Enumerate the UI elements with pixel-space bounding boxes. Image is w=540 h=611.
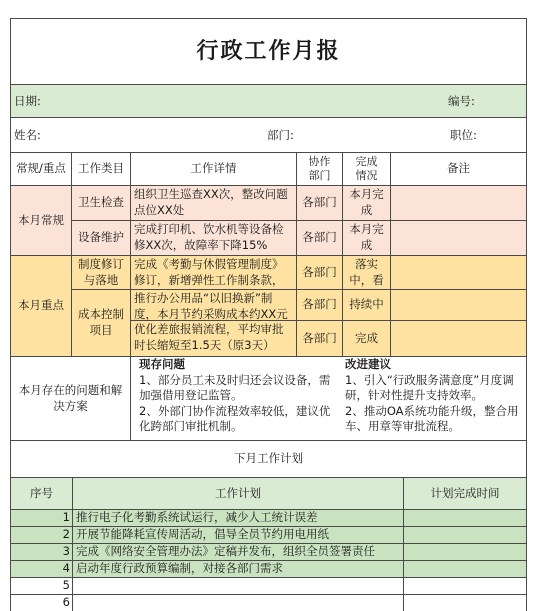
key-group-label: 本月重点: [10, 255, 71, 356]
col-status: 完成情况: [342, 152, 390, 185]
plan-row-no: 6: [10, 594, 72, 611]
col-category: 常规/重点: [10, 152, 71, 185]
routine-status: 本月完成: [342, 185, 390, 220]
routine-type: 卫生检查: [71, 185, 130, 220]
problems-title: 现存问题: [139, 357, 185, 371]
plan-row-no: 4: [10, 560, 72, 577]
key-remarks: [390, 320, 527, 356]
suggest-item: 1、引入“行政服务满意度”月度调研，针对性提升支持效率。: [345, 372, 514, 403]
routine-detail: 组织卫生巡查XX次，整改问题点位XX处: [130, 185, 296, 220]
col-remarks: 备注: [390, 152, 527, 185]
plan-row-no: 1: [10, 509, 72, 526]
name-label: 姓名:: [14, 128, 41, 142]
key-status: 完成: [342, 320, 390, 356]
report-sheet: [10, 0, 527, 610]
col-work-detail: 工作详情: [130, 152, 296, 185]
plan-row-time: [403, 509, 527, 526]
plan-col-no: 序号: [10, 477, 72, 509]
key-dept: 各部门: [296, 289, 342, 320]
key-detail: 完成《考勤与休假管理制度》修订，新增弹性工作制条款，: [130, 255, 296, 289]
plan-row-plan: 启动年度行政预算编制，对接各部门需求: [72, 560, 403, 577]
key-dept: 各部门: [296, 320, 342, 356]
key-type: 制度修订与落地: [71, 255, 130, 289]
plan-row-plan: 推行电子化考勤系统试运行，减少人工统计误差: [72, 509, 403, 526]
key-detail: 推行办公用品“以旧换新”制度，本月节约采购成本约XX元: [130, 289, 296, 320]
routine-status: 本月完成: [342, 220, 390, 255]
plan-row-time: [403, 543, 527, 560]
next-plan-title: 下月工作计划: [10, 440, 527, 477]
suggest-title: 改进建议: [345, 357, 391, 371]
plan-row-no: 3: [10, 543, 72, 560]
key-remarks: [390, 289, 527, 320]
routine-type: 设备维护: [71, 220, 130, 255]
date-row: [10, 84, 527, 117]
key-type: 成本控制项目: [71, 289, 130, 356]
routine-dept: 各部门: [296, 185, 342, 220]
plan-row-plan: 开展节能降耗宣传周活动，倡导全员节约用电用纸: [72, 526, 403, 543]
plan-col-time: 计划完成时间: [403, 477, 527, 509]
key-detail: 优化差旅报销流程，平均审批时长缩短至1.5天（原3天）: [130, 320, 296, 356]
routine-remarks: [390, 220, 527, 255]
suggest-item: 2、推动OA系统功能升级，整合用车、用章等审批流程。: [345, 403, 519, 434]
routine-dept: 各部门: [296, 220, 342, 255]
dept-label: 部门:: [267, 128, 294, 142]
position-label: 职位:: [450, 128, 477, 142]
key-status: 持续中: [342, 289, 390, 320]
routine-remarks: [390, 185, 527, 220]
plan-row-time: [403, 577, 527, 594]
key-remarks: [390, 255, 527, 289]
plan-row-no: 5: [10, 577, 72, 594]
plan-col-plan: 工作计划: [72, 477, 403, 509]
name-row: [10, 117, 527, 152]
plan-row-plan: 完成《网络安全管理办法》定稿并发布，组织全员签署责任: [72, 543, 403, 560]
plan-row-plan: [72, 594, 403, 611]
problem-item: 1、部分员工未及时归还会议设备，需加强借用登记监管。: [139, 372, 331, 403]
issues-problems: [130, 356, 342, 440]
issues-suggestions: [342, 356, 527, 440]
key-status: 落实中，看: [342, 255, 390, 289]
key-dept: 各部门: [296, 255, 342, 289]
plan-row-time: [403, 594, 527, 611]
plan-row-no: 2: [10, 526, 72, 543]
routine-group-label: 本月常规: [10, 185, 71, 255]
report-title: 行政工作月报: [10, 18, 527, 84]
col-work-type: 工作类目: [71, 152, 130, 185]
routine-detail: 完成打印机、饮水机等设备检修XX次，故障率下降15%: [130, 220, 296, 255]
col-coop-dept: 协作部门: [296, 152, 342, 185]
plan-row-time: [403, 560, 527, 577]
problem-item: 2、外部门协作流程效率较低，建议优化跨部门审批机制。: [139, 403, 331, 434]
issues-label: 本月存在的问题和解决方案: [10, 356, 130, 440]
plan-row-plan: [72, 577, 403, 594]
plan-row-time: [403, 526, 527, 543]
date-label: 日期:: [14, 94, 41, 108]
number-label: 编号:: [448, 94, 475, 108]
